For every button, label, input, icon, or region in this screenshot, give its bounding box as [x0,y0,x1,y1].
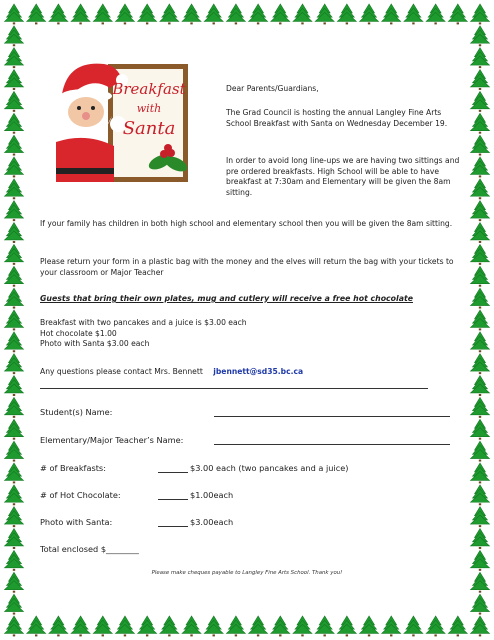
tree-icon [71,4,90,24]
contact-email-link[interactable]: jbennett@sd35.bc.ca [213,367,304,376]
tree-icon [426,4,445,24]
tree-icon [204,4,223,24]
cut-divider [40,388,428,389]
tree-icon [5,441,24,461]
tree-icon [71,616,90,636]
tree-icon [471,201,490,221]
tree-icon [5,529,24,549]
breakfasts-count-field[interactable] [158,472,188,473]
tree-icon [249,4,268,24]
tree-icon [226,616,245,636]
tree-icon [471,48,490,68]
tree-icon [5,310,24,330]
tree-icon [471,550,490,570]
tree-icon [49,616,68,636]
tree-icon [293,616,312,636]
tree-icon [471,507,490,527]
tree-icon [315,616,334,636]
tree-icon [471,529,490,549]
tree-icon [471,441,490,461]
tree-icon [5,157,24,177]
tree-icon [5,550,24,570]
tree-icon [471,310,490,330]
tree-icon [404,4,423,24]
tree-icon [271,4,290,24]
tree-icon [471,616,490,636]
tree-icon [471,354,490,374]
tree-icon [471,397,490,417]
tree-icon [93,4,112,24]
tree-icon [5,288,24,308]
teacher-name-field[interactable] [214,444,450,445]
tree-icon [5,135,24,155]
tree-icon [315,4,334,24]
tree-icon [115,616,134,636]
tree-icon [5,397,24,417]
tree-icon [471,91,490,111]
tree-icon [5,594,24,614]
tree-icon [471,376,490,396]
tree-icon [5,4,24,24]
letter-paragraph-3: If your family has children in both high school and elementary school then you will be given the 8am sitting. [40,219,453,228]
tree-icon [5,244,24,264]
logo-line-santa: Santa [122,118,176,139]
tree-icon [5,201,24,221]
logo-line-with: with [136,102,162,115]
hot-chocolate-price: $1.00each [190,490,234,500]
contact-text: Any questions please contact Mrs. Bennett [40,367,203,376]
tree-icon [471,113,490,133]
tree-icon [471,485,490,505]
tree-icon [471,26,490,46]
tree-icon [5,91,24,111]
tree-icon [5,376,24,396]
tree-icon [27,616,46,636]
tree-icon [360,616,379,636]
tree-icon [471,288,490,308]
price-list [40,318,247,350]
tree-icon [5,616,24,636]
tree-icon [337,616,356,636]
tree-icon [27,4,46,24]
letter-paragraph-2: In order to avoid long line-ups we are having two sittings and pre ordered breakfasts. High School will be able to have breakfast at 7:30am and Elementary will be given the 8am sitting. [226,156,460,197]
breakfast-with-santa-logo [48,50,208,190]
tree-icon [160,616,179,636]
contact-line [40,367,303,378]
tree-icon [5,48,24,68]
tree-icon [471,70,490,90]
hot-chocolate-label: # of Hot Chocolate: [40,490,121,500]
tree-icon [5,507,24,527]
tree-icon [360,4,379,24]
tree-icon [471,266,490,286]
tree-icon [337,4,356,24]
tree-icon [5,113,24,133]
tree-icon [471,4,490,24]
tree-icon [204,616,223,636]
tree-icon [5,419,24,439]
tree-icon [49,4,68,24]
tree-icon [293,4,312,24]
tree-icon [5,223,24,243]
tree-icon [271,616,290,636]
tree-icon [471,419,490,439]
tree-icon [404,616,423,636]
tree-icon [5,332,24,352]
tree-icon [471,223,490,243]
tree-icon [5,266,24,286]
photo-count-field[interactable] [158,526,188,527]
tree-icon [471,594,490,614]
tree-icon [138,616,157,636]
student-name-field[interactable] [214,416,450,417]
tree-icon [5,70,24,90]
price-photo: Photo with Santa $3.00 each [40,339,150,349]
tree-icon [5,179,24,199]
logo-line-breakfast: Breakfast [112,80,186,98]
tree-icon [426,616,445,636]
tree-icon [160,4,179,24]
price-hot-chocolate: Hot chocolate $1.00 [40,328,117,338]
footer-note: Please make cheques payable to Langley Fine Arts School. Thank you! [151,570,343,576]
tree-icon [5,485,24,505]
letter-greeting: Dear Parents/Guardians, [226,84,319,93]
tree-icon [471,463,490,483]
tree-icon [448,616,467,636]
student-name-label: Student(s) Name: [40,407,113,417]
tree-icon [226,4,245,24]
tree-icon [5,26,24,46]
hot-chocolate-count-field[interactable] [158,499,188,500]
tree-icon [382,616,401,636]
teacher-name-label: Elementary/Major Teacher’s Name: [40,435,184,445]
tree-icon [138,4,157,24]
guests-note: Guests that bring their own plates, mug and cutlery will receive a free hot chocolate [40,294,413,303]
tree-icon [471,244,490,264]
letter-paragraph-4: Please return your form in a plastic bag with the money and the elves will return the bag with your tickets to your classroom or Major Teacher [40,257,454,277]
breakfasts-price: $3.00 each (two pancakes and a juice) [190,463,349,473]
tree-icon [115,4,134,24]
tree-icon [471,332,490,352]
tree-icon [182,616,201,636]
tree-icon [471,135,490,155]
photo-label: Photo with Santa: [40,517,113,527]
tree-icon [448,4,467,24]
tree-icon [382,4,401,24]
tree-icon [249,616,268,636]
tree-icon [5,354,24,374]
tree-icon [93,616,112,636]
tree-icon [182,4,201,24]
breakfasts-label: # of Breakfasts: [40,463,106,473]
tree-icon [471,157,490,177]
price-breakfast: Breakfast with two pancakes and a juice is $3.00 each [40,318,247,327]
photo-price: $3.00each [190,517,234,527]
letter-paragraph-1: The Grad Council is hosting the annual Langley Fine Arts School Breakfast with Santa on Wednesday December 19. [226,108,448,128]
total-enclosed-label[interactable]: Total enclosed $________ [40,544,139,554]
tree-icon [5,463,24,483]
tree-icon [471,179,490,199]
